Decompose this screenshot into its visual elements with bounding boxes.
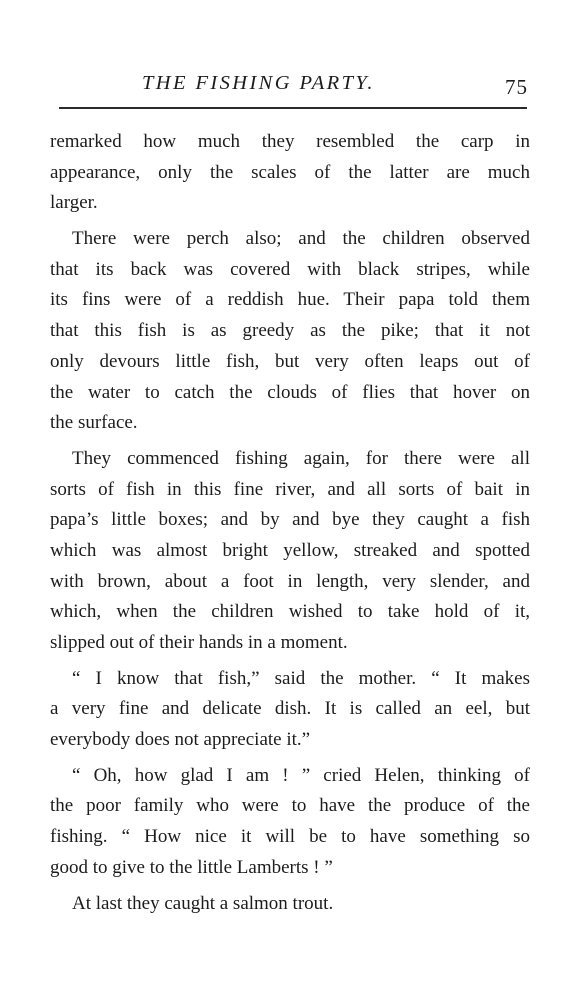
text-line: only devours little fish, but very often leaps out of xyxy=(50,350,530,372)
page-number: 75 xyxy=(505,75,528,99)
text-line: the poor family who were to have the produce of the xyxy=(50,795,530,817)
text-line: larger. xyxy=(50,192,98,214)
text-line: the surface. xyxy=(50,412,138,434)
text-line: sorts of fish in this fine river, and all sorts of bait in xyxy=(50,478,530,500)
paragraph xyxy=(50,761,530,884)
paragraph xyxy=(50,444,530,659)
text-line: At last they caught a salmon trout. xyxy=(72,892,334,914)
text-line: They commenced fishing again, for there were all xyxy=(72,447,530,469)
running-head xyxy=(0,70,582,106)
text-line: which, when the children wished to take hold of it, xyxy=(50,601,530,623)
text-line: fishing. “ How nice it will be to have something so xyxy=(50,826,530,848)
header-rule xyxy=(59,107,527,109)
text-line: with brown, about a foot in length, very slender, and xyxy=(50,570,530,592)
paragraph xyxy=(50,889,530,920)
text-line: the water to catch the clouds of flies that hover on xyxy=(50,381,530,403)
text-line: that its back was covered with black stripes, while xyxy=(50,258,530,280)
text-line: its fins were of a reddish hue. Their papa told them xyxy=(50,289,530,311)
text-line: which was almost bright yellow, streaked and spotted xyxy=(50,539,530,561)
text-line: that this fish is as greedy as the pike; that it not xyxy=(50,320,530,342)
text-line: There were perch also; and the children observed xyxy=(72,228,530,250)
text-line: slipped out of their hands in a moment. xyxy=(50,632,348,653)
paragraph xyxy=(50,664,530,756)
text-line: good to give to the little Lamberts ! ” xyxy=(50,856,333,878)
text-line: a very fine and delicate dish. It is called an eel, but xyxy=(50,698,530,720)
text-line: “ I know that fish,” said the mother. “ It makes xyxy=(72,667,530,689)
body-text xyxy=(50,127,530,919)
text-line: appearance, only the scales of the latter are much xyxy=(50,161,530,183)
text-line: everybody does not appreciate it.” xyxy=(50,729,311,751)
running-title: THE FISHING PARTY. xyxy=(142,72,375,94)
text-line: remarked how much they resembled the carp in xyxy=(50,131,530,152)
text-line: papa’s little boxes; and by and bye they caught a fish xyxy=(50,509,530,531)
text-line: “ Oh, how glad I am ! ” cried Helen, thinking of xyxy=(72,764,530,786)
paragraph xyxy=(50,224,530,439)
paragraph xyxy=(50,127,530,219)
